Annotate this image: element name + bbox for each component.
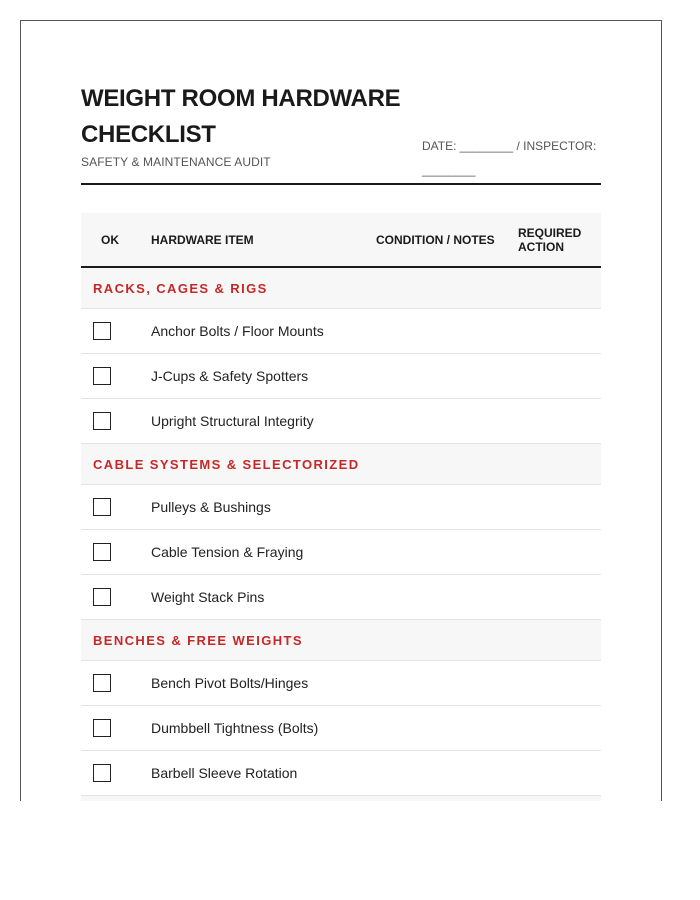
page-subtitle: SAFETY & MAINTENANCE AUDIT [81, 155, 271, 169]
required-action-cell[interactable] [513, 751, 601, 796]
section-title: RACKS, CAGES & RIGS [81, 267, 601, 309]
condition-notes-cell[interactable] [363, 575, 513, 620]
table-row [81, 575, 601, 620]
document-header [81, 81, 601, 185]
section-row [81, 267, 601, 309]
checklist-page [20, 20, 662, 801]
ok-cell [81, 575, 139, 620]
condition-notes-cell[interactable] [363, 706, 513, 751]
condition-notes-cell[interactable] [363, 354, 513, 399]
section-row [81, 444, 601, 485]
table-row [81, 399, 601, 444]
required-action-cell[interactable] [513, 706, 601, 751]
required-action-cell[interactable] [513, 399, 601, 444]
required-action-cell[interactable] [513, 530, 601, 575]
date-inspector-field: DATE: ________ / INSPECTOR: ________ [422, 139, 597, 177]
required-action-cell[interactable] [513, 354, 601, 399]
section-band [81, 796, 601, 802]
hardware-item-label: Cable Tension & Fraying [139, 530, 363, 575]
required-action-cell[interactable] [513, 661, 601, 706]
ok-checkbox[interactable] [93, 498, 111, 516]
ok-checkbox[interactable] [93, 674, 111, 692]
ok-checkbox[interactable] [93, 764, 111, 782]
hardware-item-label: Barbell Sleeve Rotation [139, 751, 363, 796]
ok-cell [81, 530, 139, 575]
section-row [81, 620, 601, 661]
condition-notes-cell[interactable] [363, 751, 513, 796]
ok-checkbox[interactable] [93, 322, 111, 340]
section-title: BENCHES & FREE WEIGHTS [81, 620, 601, 661]
table-row [81, 485, 601, 530]
page-title: WEIGHT ROOM HARDWARE CHECKLIST [81, 85, 401, 148]
condition-notes-cell[interactable] [363, 485, 513, 530]
condition-notes-cell[interactable] [363, 530, 513, 575]
ok-checkbox[interactable] [93, 719, 111, 737]
table-header-row [81, 213, 601, 267]
hardware-item-label: Pulleys & Bushings [139, 485, 363, 530]
hardware-item-label: Dumbbell Tightness (Bolts) [139, 706, 363, 751]
ok-cell [81, 706, 139, 751]
table-row [81, 530, 601, 575]
table-row [81, 661, 601, 706]
required-action-cell[interactable] [513, 485, 601, 530]
ok-cell [81, 354, 139, 399]
table-row [81, 751, 601, 796]
condition-notes-cell[interactable] [363, 661, 513, 706]
hardware-item-label: Anchor Bolts / Floor Mounts [139, 309, 363, 354]
table-row [81, 706, 601, 751]
column-header-required-action: REQUIRED ACTION [513, 213, 601, 267]
checklist-body [81, 267, 601, 801]
column-header-ok: OK [81, 213, 139, 267]
section-title: CABLE SYSTEMS & SELECTORIZED [81, 444, 601, 485]
hardware-item-label: J-Cups & Safety Spotters [139, 354, 363, 399]
column-header-hardware-item: HARDWARE ITEM [139, 213, 363, 267]
hardware-item-label: Upright Structural Integrity [139, 399, 363, 444]
condition-notes-cell[interactable] [363, 399, 513, 444]
table-row [81, 354, 601, 399]
ok-checkbox[interactable] [93, 543, 111, 561]
ok-cell [81, 751, 139, 796]
condition-notes-cell[interactable] [363, 309, 513, 354]
table-row [81, 309, 601, 354]
ok-cell [81, 399, 139, 444]
ok-cell [81, 309, 139, 354]
ok-checkbox[interactable] [93, 588, 111, 606]
ok-cell [81, 485, 139, 530]
ok-cell [81, 661, 139, 706]
ok-checkbox[interactable] [93, 367, 111, 385]
section-row [81, 796, 601, 802]
ok-checkbox[interactable] [93, 412, 111, 430]
hardware-item-label: Weight Stack Pins [139, 575, 363, 620]
column-header-condition-notes: CONDITION / NOTES [363, 213, 513, 267]
required-action-cell[interactable] [513, 575, 601, 620]
checklist-table [81, 213, 601, 801]
hardware-item-label: Bench Pivot Bolts/Hinges [139, 661, 363, 706]
required-action-cell[interactable] [513, 309, 601, 354]
